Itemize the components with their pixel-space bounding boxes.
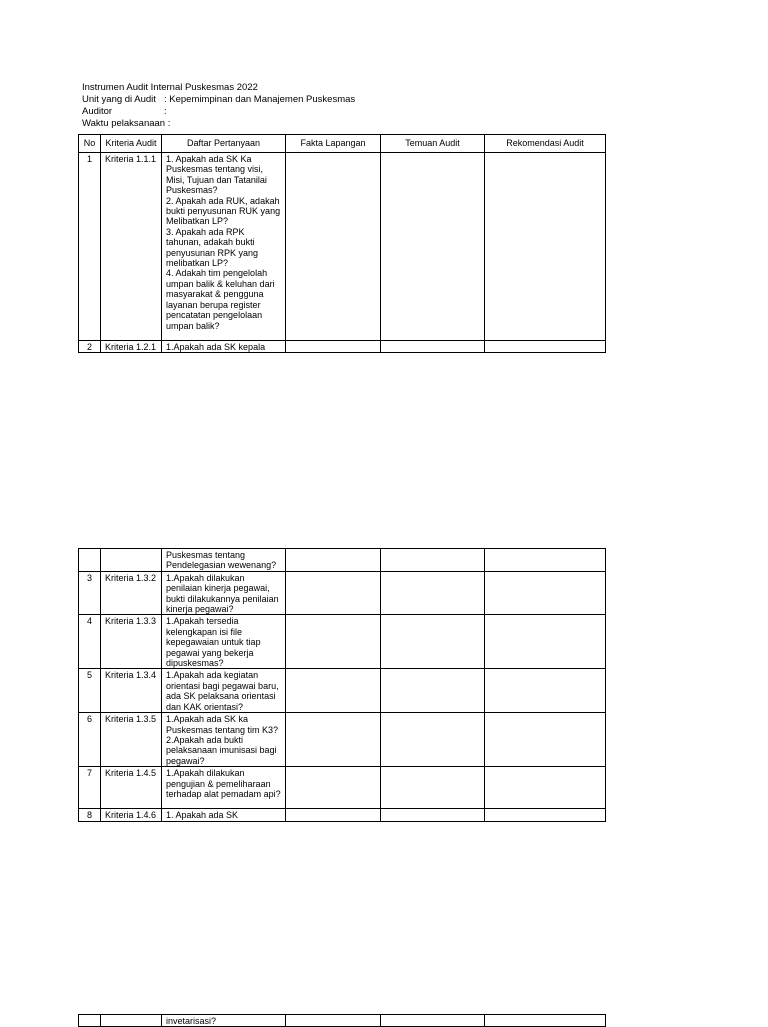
cell-temuan (381, 767, 485, 809)
cell-pertanyaan: 1.Apakah ada SK ka Puskesmas tentang tim K3? 2.Apakah ada bukti pelaksanaan imunisasi bagi pegawai? (162, 713, 286, 767)
field-value: : Kepemimpinan dan Manajemen Puskesmas (164, 94, 356, 105)
table-header-row (79, 135, 606, 153)
cell-rekomendasi (485, 809, 606, 821)
cell-kriteria: Kriteria 1.3.5 (101, 713, 162, 767)
table-row (79, 549, 606, 572)
cell-pertanyaan: 1. Apakah ada SK Ka Puskesmas tentang visi, Misi, Tujuan dan Tatanilai Puskesmas? 2. Apakah ada RUK, adakah bukti penyusunan RUK yang Melibatkan LP? 3. Apakah ada RPK tahunan, adakah bukti penyusunan RPK yang melibatkan LP? 4. Adakah tim pengelolah umpan balik & keluhan dari masyarakat & pengguna layanan berupa register pencatatan pengelolaan umpan balik? (162, 153, 286, 341)
cell-kriteria: Kriteria 1.3.3 (101, 615, 162, 669)
cell-no (79, 549, 101, 572)
cell-pertanyaan: 1.Apakah ada kegiatan orientasi bagi pegawai baru, ada SK pelaksana orientasi dan KAK orientasi? (162, 669, 286, 713)
cell-temuan (381, 1015, 485, 1027)
cell-pertanyaan: invetarisasi? (162, 1015, 286, 1027)
cell-rekomendasi (485, 767, 606, 809)
field-auditor (82, 106, 355, 118)
cell-no: 4 (79, 615, 101, 669)
table-row (79, 571, 606, 615)
cell-no: 6 (79, 713, 101, 767)
field-waktu (82, 118, 355, 130)
cell-no: 3 (79, 571, 101, 615)
cell-kriteria: Kriteria 1.3.2 (101, 571, 162, 615)
cell-no: 2 (79, 341, 101, 353)
cell-fakta (286, 615, 381, 669)
cell-kriteria (101, 549, 162, 572)
cell-no: 8 (79, 809, 101, 821)
document-title: Instrumen Audit Internal Puskesmas 2022 (82, 82, 258, 93)
cell-no: 5 (79, 669, 101, 713)
cell-fakta (286, 571, 381, 615)
cell-kriteria (101, 1015, 162, 1027)
cell-temuan (381, 571, 485, 615)
table-row (79, 713, 606, 767)
table-row (79, 767, 606, 809)
audit-table-page-2 (78, 548, 606, 822)
col-header-fakta: Fakta Lapangan (286, 135, 381, 153)
cell-pertanyaan: 1.Apakah dilakukan pengujian & pemeliharaan terhadap alat pemadam api? (162, 767, 286, 809)
audit-table-page-1 (78, 134, 606, 353)
cell-rekomendasi (485, 153, 606, 341)
cell-temuan (381, 669, 485, 713)
field-label: Waktu pelaksanaan : (82, 118, 171, 129)
table-row (79, 809, 606, 821)
cell-rekomendasi (485, 713, 606, 767)
cell-rekomendasi (485, 571, 606, 615)
cell-no: 1 (79, 153, 101, 341)
cell-temuan (381, 341, 485, 353)
col-header-rekomendasi: Rekomendasi Audit (485, 135, 606, 153)
cell-kriteria: Kriteria 1.2.1 (101, 341, 162, 353)
cell-rekomendasi (485, 341, 606, 353)
field-label: Unit yang di Audit (82, 94, 156, 105)
cell-no: 7 (79, 767, 101, 809)
cell-no (79, 1015, 101, 1027)
cell-kriteria: Kriteria 1.4.5 (101, 767, 162, 809)
cell-fakta (286, 549, 381, 572)
cell-rekomendasi (485, 549, 606, 572)
cell-pertanyaan: Puskesmas tentang Pendelegasian wewenang? (162, 549, 286, 572)
col-header-no: No (79, 135, 101, 153)
cell-temuan (381, 549, 485, 572)
table-row (79, 341, 606, 353)
cell-fakta (286, 669, 381, 713)
col-header-pertanyaan: Daftar Pertanyaan (162, 135, 286, 153)
cell-kriteria: Kriteria 1.4.6 (101, 809, 162, 821)
cell-temuan (381, 713, 485, 767)
col-header-temuan: Temuan Audit (381, 135, 485, 153)
cell-pertanyaan: 1. Apakah ada SK (162, 809, 286, 821)
document-header (82, 82, 355, 130)
cell-fakta (286, 153, 381, 341)
table-row (79, 615, 606, 669)
cell-pertanyaan: 1.Apakah tersedia kelengkapan isi file kepegawaian untuk tiap pegawai yang bekerja dipuskesmas? (162, 615, 286, 669)
cell-fakta (286, 809, 381, 821)
cell-fakta (286, 713, 381, 767)
cell-temuan (381, 615, 485, 669)
cell-rekomendasi (485, 669, 606, 713)
table-row (79, 669, 606, 713)
table-row (79, 1015, 606, 1027)
audit-table-page-3 (78, 1014, 606, 1027)
cell-kriteria: Kriteria 1.3.4 (101, 669, 162, 713)
cell-kriteria: Kriteria 1.1.1 (101, 153, 162, 341)
table-row (79, 153, 606, 341)
cell-rekomendasi (485, 1015, 606, 1027)
field-label: Auditor (82, 106, 113, 117)
field-value: : (164, 106, 167, 117)
field-unit (82, 94, 355, 106)
cell-fakta (286, 1015, 381, 1027)
cell-temuan (381, 809, 485, 821)
col-header-kriteria: Kriteria Audit (101, 135, 162, 153)
cell-fakta (286, 341, 381, 353)
cell-rekomendasi (485, 615, 606, 669)
cell-pertanyaan: 1.Apakah dilakukan penilaian kinerja pegawai, bukti dilakukannya penilaian kinerja pegawai? (162, 571, 286, 615)
cell-pertanyaan: 1.Apakah ada SK kepala (162, 341, 286, 353)
cell-fakta (286, 767, 381, 809)
cell-temuan (381, 153, 485, 341)
